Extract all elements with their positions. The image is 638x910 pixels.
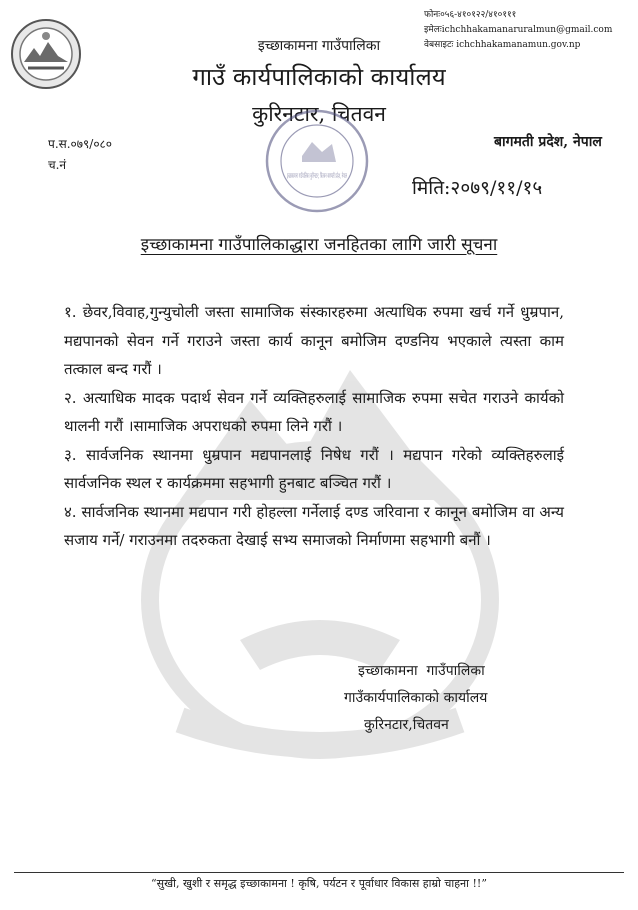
footer-divider [14, 872, 624, 873]
signature-line-3: कुरिनटार,चितवन [364, 717, 449, 733]
website-text: वेबसाइटः ichchhakamanamun.gov.np [424, 40, 581, 50]
notice-point-4: ४. सार्वजनिक स्थानमा मद्यपान गरी होहल्ला गर्नेलाई दण्ड जरिवाना र कानून बमोजिम वा अन्य सजाय गर्ने/ गराउनमा तदरुकता देखाई सभ्य समाजको निर्माणमा सहभागी बनौं । [64, 502, 564, 549]
office-address: कुरिनटार, चितवन [252, 102, 386, 126]
notice-subject [0, 232, 638, 255]
notice-body [64, 298, 564, 555]
phone-text: फोनः०५६-४१०१२२/४१०१११ [424, 10, 517, 20]
footer-slogan: “सुखी, खुशी र समृद्ध इच्छाकामना ! कृषि, पर्यटन र पूर्वाधार विकास हाम्रो चाहना !!” [151, 877, 487, 890]
date-text: मिति:२०७९/११/१५ [412, 177, 543, 199]
signature-line-1: इच्छाकामना गाउँपालिका [358, 663, 485, 679]
chalani-number: च.नं [48, 158, 67, 172]
notice-point-3: ३. सार्वजनिक स्थानमा धुम्रपान मद्यपानलाई निषेध गरौं । मद्यपान गरेको व्यक्तिहरुलाई सार्वजनिक स्थल र कार्यक्रममा सहभागी हुनबाट बञ्चित गरौं । [64, 445, 564, 492]
province-text: बागमती प्रदेश, नेपाल [494, 134, 602, 150]
notice-point-2: २. अत्याधिक मादक पदार्थ सेवन गर्ने व्यक्तिहरुलाई सामाजिक रुपमा सचेत गराउने कार्यको थालनी गरौं ।सामाजिक अपराधको रुपमा लिने गरौं । [64, 388, 564, 435]
stamp-text: इच्छाकामना गाउँपालिका कुरिनटार, चितवन बागमती प्रदेश, नेपाल [287, 172, 451, 180]
office-stamp [262, 106, 451, 216]
signature-block [344, 658, 488, 739]
notice-point-1: १. छेवर,विवाह,गुन्युचोली जस्ता सामाजिक संस्कारहरुमा अत्याधिक रुपमा खर्च गर्ने धुम्रपान, मद्यपानको सेवन गर्ने गराउने जस्ता कार्य कानून बमोजिम दण्डनिय भएकाले त्यस्ता काम तत्काल बन्द गरौं । [64, 303, 564, 378]
subject-text: इच्छाकामना गाउँपालिकाद्धारा जनहितका लागि जारी सूचना [140, 235, 498, 255]
email-text: इमेलःichchhakamanaruralmun@gmail.com [424, 25, 613, 35]
signature-line-2: गाउँकार्यपालिकाको कार्यालय [344, 690, 488, 706]
patra-sankhya: प.स.०७९/०८० [48, 137, 113, 151]
office-title: गाउँ कार्यपालिकाको कार्यालय [192, 63, 446, 91]
municipality-name: इच्छाकामना गाउँपालिका [257, 38, 381, 54]
reference-block [48, 134, 112, 176]
